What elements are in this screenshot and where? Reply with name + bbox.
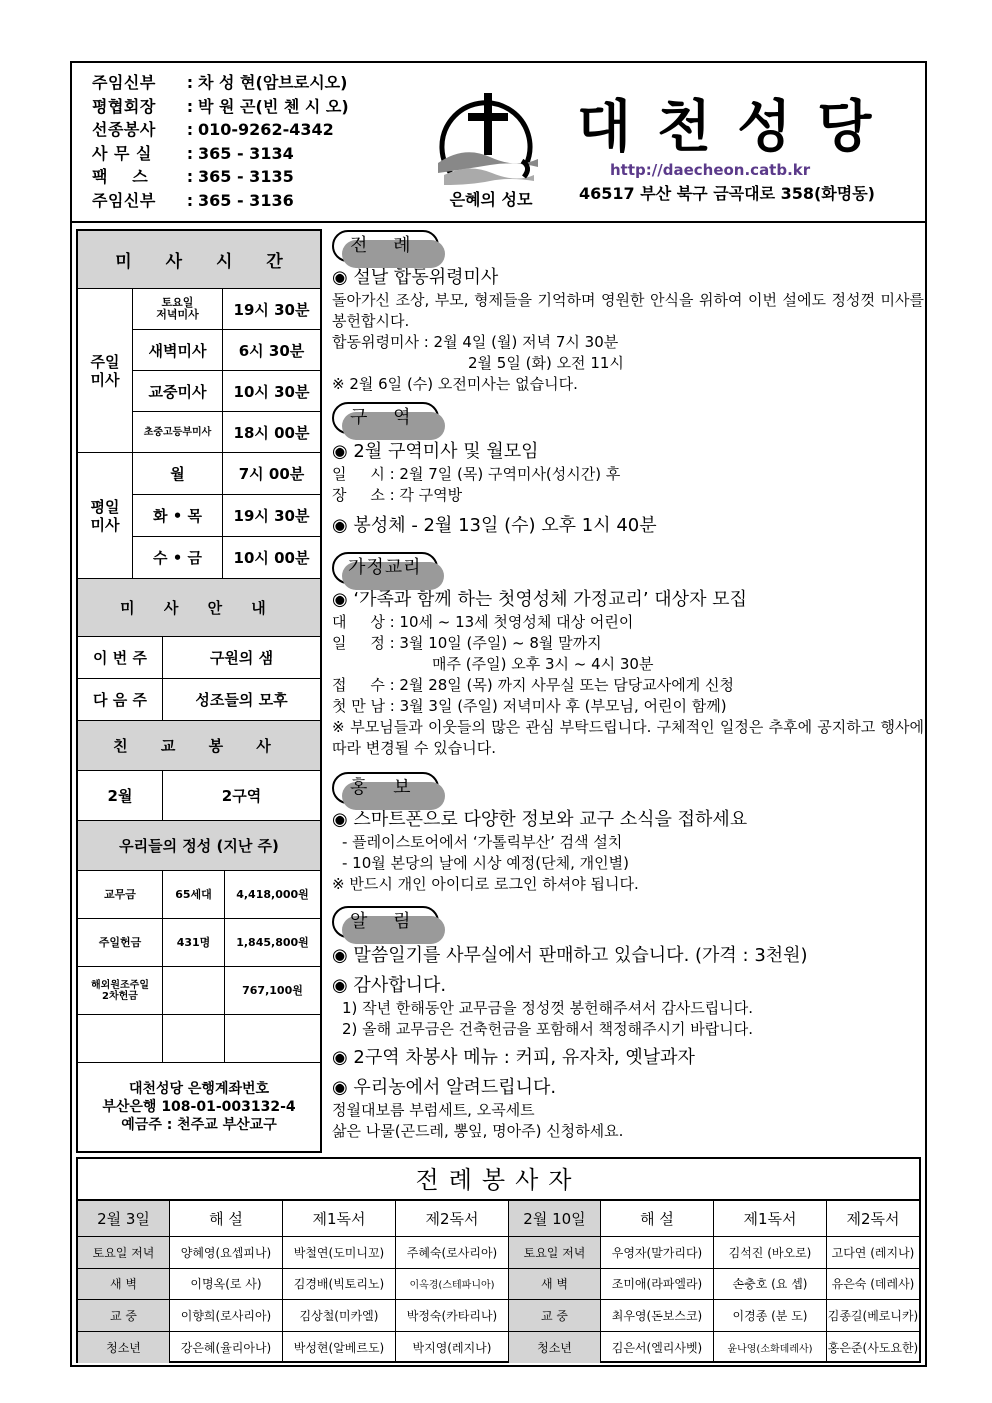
- info-value: 365 - 3134: [198, 143, 294, 163]
- mass-type-cell: 토요일 저녁: [78, 1237, 170, 1269]
- mass-name: 초중고등부미사: [133, 412, 223, 453]
- item-note: ※ 부모님들과 이웃들의 많은 관심 부탁드립니다. 구체적인 일정은 추후에 공지하고 행사에 따라 변경될 수 있습니다.: [332, 718, 924, 757]
- item-line: 일 정 : 3월 10일 (주일) ~ 8월 말까지: [332, 634, 602, 652]
- section-tag: 홍 보: [332, 772, 439, 804]
- server-name-cell: 이명옥(로 사): [170, 1269, 283, 1301]
- section-notice: [332, 906, 924, 1142]
- offering-count: 431명: [163, 919, 225, 967]
- date-header: 2월 10일: [509, 1201, 601, 1237]
- mass-name: 수 • 금: [133, 537, 223, 579]
- liturgy-servers-table: [76, 1157, 921, 1363]
- server-name-cell: 강은혜(율리아나): [170, 1332, 283, 1364]
- section-liturgy: [332, 230, 924, 395]
- section-tag: 구 역: [332, 402, 439, 434]
- date-header: 2월 3일: [78, 1201, 170, 1237]
- mass-type-cell: 토요일 저녁: [509, 1237, 601, 1269]
- item-title: ◉ 2구역 차봉사 메뉴 : 커피, 유자차, 옛날과자: [332, 1047, 695, 1068]
- bank-line: 부산은행 108-01-003132-4: [102, 1099, 296, 1115]
- server-name-cell: 윤나영(소화데레사): [714, 1332, 827, 1364]
- server-name-cell: 박정숙(카타리나): [396, 1300, 509, 1332]
- church-url[interactable]: http://daecheon.catb.kr: [610, 161, 811, 179]
- server-name-cell: 김석진 (바오로): [714, 1237, 827, 1269]
- bank-line: 대천성당 은행계좌번호: [128, 1081, 270, 1097]
- mass-type-cell: 교 중: [509, 1300, 601, 1332]
- guide-label: 이 번 주: [78, 637, 163, 679]
- section-catechism: [332, 552, 924, 759]
- server-name-cell: 김경배(빅토리노): [283, 1269, 396, 1301]
- fellowship-area: 2구역: [163, 771, 320, 821]
- guide-label: 다 음 주: [78, 679, 163, 721]
- item-line: 삶은 나물(곤드레, 뽕잎, 명아주) 신청하세요.: [332, 1122, 624, 1140]
- mass-type-cell: 새 벽: [509, 1269, 601, 1301]
- offering-empty-cell: [78, 1015, 163, 1063]
- mass-time: 19시 30분: [223, 495, 320, 537]
- info-row: 선종봉사 : 010-9262-4342: [92, 118, 349, 142]
- server-name-cell: 최우영(돈보스코): [601, 1300, 714, 1332]
- server-name-cell: 박지영(레지나): [396, 1332, 509, 1364]
- role-header: 제2독서: [827, 1201, 919, 1237]
- section-tag: 전 례: [332, 230, 439, 262]
- left-sidebar: [76, 229, 322, 1153]
- item-text: 돌아가신 조상, 부모, 형제들을 기억하며 영원한 안식을 위하여 이번 설에도 정성껏 미사를 봉헌합시다.: [332, 291, 924, 330]
- server-name-cell: 주혜숙(로사리아): [396, 1237, 509, 1269]
- info-value: 365 - 3136: [198, 190, 294, 210]
- info-value: 차 성 현(암브로시오): [198, 73, 348, 92]
- info-row: 주임신부 : 365 - 3136: [92, 189, 349, 213]
- mass-time: 10시 30분: [223, 371, 320, 412]
- bank-line: 예금주 : 천주교 부산교구: [121, 1117, 277, 1133]
- offering-empty-cell: [163, 1015, 225, 1063]
- offering-count: [163, 967, 225, 1015]
- item-line: 합동위령미사 : 2월 4일 (월) 저녁 7시 30분: [332, 333, 619, 351]
- server-name-cell: 손충호 (요 셉): [714, 1269, 827, 1301]
- mass-type-cell: 청소년: [509, 1332, 601, 1364]
- info-label: 팩 스: [92, 167, 149, 186]
- server-name-cell: 홍은준(사도요한): [827, 1340, 919, 1355]
- server-name-cell: 박철연(도미니꼬): [283, 1237, 396, 1269]
- item-title: ◉ 말씀일기를 사무실에서 판매하고 있습니다. (가격 : 3천원): [332, 945, 808, 966]
- info-label: 주임신부: [92, 190, 156, 210]
- server-name-cell: 양혜영(요셉피나): [170, 1237, 283, 1269]
- info-row: 팩 스 : 365 - 3135: [92, 165, 349, 189]
- mass-time: 7시 00분: [223, 453, 320, 495]
- mass-type-cell: 교 중: [78, 1300, 170, 1332]
- server-name-cell: 박성현(알베르도): [283, 1332, 396, 1364]
- fellowship-month: 2월: [78, 771, 163, 821]
- role-header: 해 설: [170, 1201, 283, 1237]
- item-line: - 10월 본당의 날에 시상 예정(단체, 개인별): [342, 854, 629, 872]
- item-line: 첫 만 남 : 3월 3일 (주일) 저녁미사 후 (부모님, 어린이 함께): [332, 697, 727, 715]
- mass-time: 10시 00분: [223, 537, 320, 579]
- info-label: 평협회장: [92, 96, 156, 116]
- item-title: ◉ ‘가족과 함께 하는 첫영성체 가정교리’ 대상자 모집: [332, 589, 747, 610]
- item-line: 1) 작년 한해동안 교무금을 정성껏 봉헌해주셔서 감사드립니다.: [342, 999, 754, 1017]
- mass-time-title: 미 사 시 간: [78, 231, 320, 289]
- offering-amount: 4,418,000원: [225, 871, 320, 919]
- church-name: 대천성당: [577, 95, 898, 160]
- mass-name: 월: [133, 453, 223, 495]
- info-label: 사 무 실: [92, 143, 153, 163]
- offering-empty-cell: [225, 1015, 320, 1063]
- item-line: - 플레이스토어에서 ‘가톨릭부산’ 검색 설치: [342, 833, 623, 851]
- mass-time: 18시 00분: [223, 412, 320, 453]
- role-header: 제1독서: [714, 1201, 827, 1237]
- server-name-cell: 조미애(라파엘라): [601, 1269, 714, 1301]
- offering-name: 교무금: [78, 871, 163, 919]
- role-header: 해 설: [601, 1201, 714, 1237]
- info-label: 주임신부: [92, 73, 156, 92]
- section-district: [332, 402, 924, 538]
- server-name-cell: 이경종 (분 도): [714, 1300, 827, 1332]
- guide-value: 구원의 샘: [163, 637, 320, 679]
- info-row: 사 무 실 : 365 - 3134: [92, 142, 349, 166]
- church-address: 46517 부산 북구 금곡대로 358(화명동): [579, 184, 875, 203]
- mass-type-cell: 청소년: [78, 1332, 170, 1364]
- offering-name: 해외원조주일 2차헌금: [78, 967, 163, 1015]
- mass-name: 토요일 저녁미사: [133, 289, 223, 330]
- item-line: 2) 올해 교무금은 건축헌금을 포함해서 책정해주시기 바랍니다.: [342, 1020, 754, 1038]
- bulletin-header: [72, 63, 925, 223]
- mass-type-cell: 새 벽: [78, 1269, 170, 1301]
- item-line: 매주 (주일) 오후 3시 ~ 4시 30분: [432, 655, 654, 673]
- offering-count: 65세대: [163, 871, 225, 919]
- info-label: 선종봉사: [92, 120, 156, 139]
- info-row: 평협회장 : 박 원 곤(빈 첸 시 오): [92, 95, 349, 119]
- contact-info: [92, 71, 349, 212]
- mass-name: 교중미사: [133, 371, 223, 412]
- item-title: ◉ 감사합니다.: [332, 975, 447, 996]
- section-tag: 가정교리: [332, 552, 438, 584]
- bulletin-page: [70, 61, 927, 1367]
- section-promotion: [332, 772, 924, 895]
- item-line: 장 소 : 각 구역방: [332, 486, 463, 504]
- item-line: 2월 5일 (화) 오전 11시: [468, 354, 624, 372]
- mass-name: 화 • 목: [133, 495, 223, 537]
- item-title: ◉ 설날 합동위령미사: [332, 267, 499, 288]
- server-name-cell: 이옥경(스테파니아): [396, 1269, 509, 1301]
- mass-time: 19시 30분: [223, 289, 320, 330]
- logo-caption: 은혜의 성모: [449, 190, 533, 209]
- server-name-cell: 우영자(말가리다): [601, 1237, 714, 1269]
- info-row: 주임신부 : 차 성 현(암브로시오): [92, 71, 349, 95]
- item-line: 대 상 : 10세 ~ 13세 첫영성체 대상 어린이: [332, 613, 634, 631]
- section-tag: 알 림: [332, 906, 439, 938]
- mass-name: 새벽미사: [133, 330, 223, 371]
- role-header: 제1독서: [283, 1201, 396, 1237]
- item-title: ◉ 2월 구역미사 및 월모임: [332, 441, 539, 462]
- bank-account-info: [78, 1063, 320, 1151]
- mass-guide-title: 미 사 안 내: [78, 579, 320, 637]
- item-note: ※ 반드시 개인 아이디로 로그인 하셔야 됩니다.: [332, 875, 639, 893]
- offering-amount: 1,845,800원: [225, 919, 320, 967]
- offering-amount: 767,100원: [225, 967, 320, 1015]
- guide-value: 성조들의 모후: [163, 679, 320, 721]
- server-name-cell: 이향희(로사리아): [170, 1300, 283, 1332]
- item-line: 정월대보름 부럼세트, 오곡세트: [332, 1101, 535, 1119]
- server-name-cell: 김종길(베로니카): [827, 1300, 919, 1332]
- info-value: 박 원 곤(빈 첸 시 오): [198, 96, 349, 116]
- church-logo-icon: [434, 85, 540, 195]
- item-title: ◉ 우리농에서 알려드립니다.: [332, 1077, 557, 1098]
- fellowship-title: 친 교 봉 사: [78, 721, 320, 771]
- offering-name: 주일헌금: [78, 919, 163, 967]
- info-value: 365 - 3135: [198, 167, 294, 186]
- server-name-cell: 김상철(미카엘): [283, 1300, 396, 1332]
- item-note: ※ 2월 6일 (수) 오전미사는 없습니다.: [332, 375, 578, 393]
- server-name-cell: 김은서(엘리사벳): [601, 1332, 714, 1364]
- info-value: 010-9262-4342: [198, 120, 334, 139]
- servers-title: 전례봉사자: [78, 1159, 919, 1201]
- item-line: 일 시 : 2월 7일 (목) 구역미사(성시간) 후: [332, 465, 621, 483]
- weekday-mass-label: 평일 미사: [78, 453, 133, 579]
- role-header: 제2독서: [396, 1201, 509, 1237]
- mass-time: 6시 30분: [223, 330, 320, 371]
- item-title: ◉ 봉성체 - 2월 13일 (수) 오후 1시 40분: [332, 515, 657, 536]
- server-name-cell: 고다연 (레지나): [827, 1237, 919, 1269]
- server-name-cell: 유은숙 (데레사): [827, 1269, 919, 1301]
- item-title: ◉ 스마트폰으로 다양한 정보와 교구 소식을 접하세요: [332, 809, 748, 830]
- offering-title: 우리들의 정성 (지난 주): [78, 821, 320, 871]
- sunday-mass-label: 주일 미사: [78, 289, 133, 453]
- item-line: 접 수 : 2월 28일 (목) 까지 사무실 또는 담당교사에게 신청: [332, 676, 734, 694]
